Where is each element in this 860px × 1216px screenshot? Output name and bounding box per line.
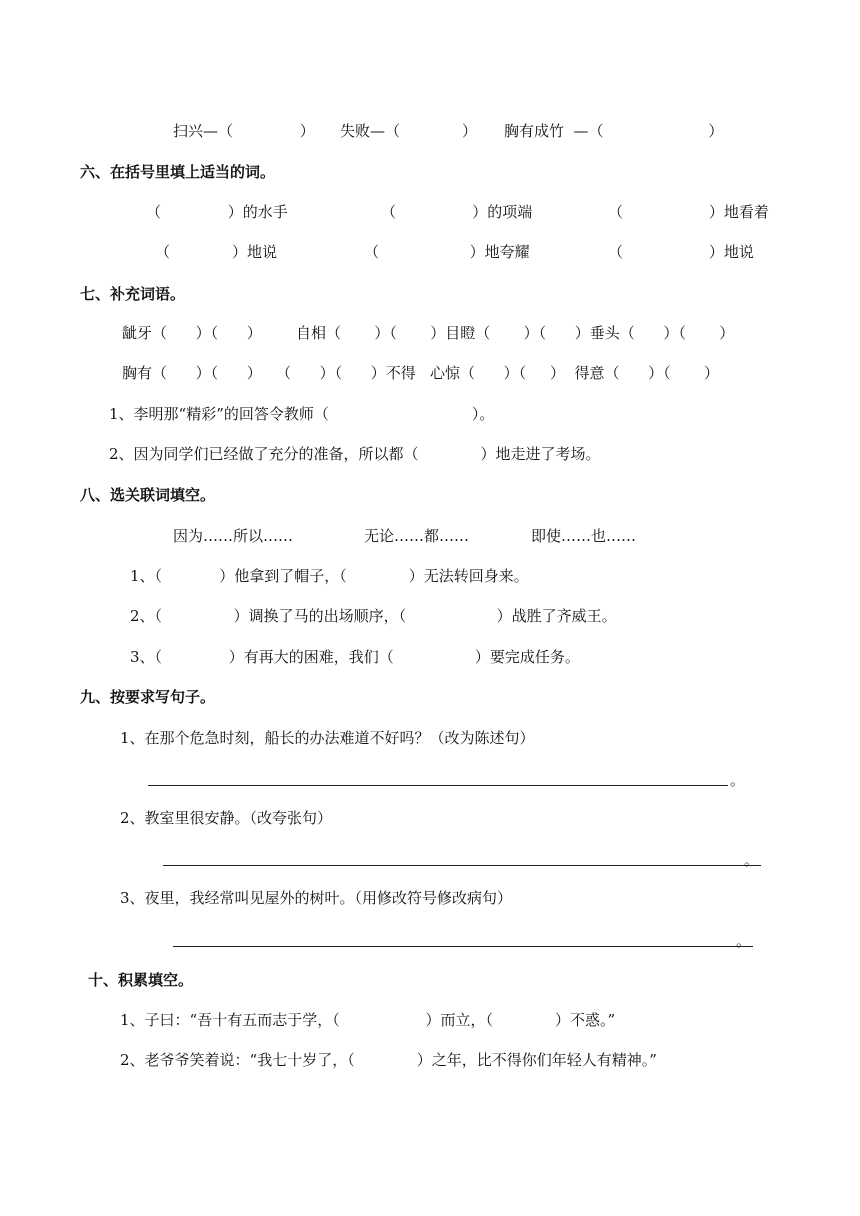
fill-word-blank[interactable]: （ ）地说 (155, 243, 277, 261)
fill-word-blank[interactable]: （ ）的水手 (146, 203, 288, 221)
answer-line-1[interactable] (148, 785, 728, 786)
sentence-blank-2[interactable]: 2、因为同学们已经做了充分的准备，所以都（ ）地走进了考场。 (109, 445, 601, 463)
conjunction-sentence-1[interactable]: 1、（ ）他拿到了帽子，（ ）无法转回身来。 (130, 567, 529, 585)
conjunction-option-1: 因为……所以…… (173, 527, 294, 545)
rewrite-question-2: 2、教室里很安静。（改夸张句） (120, 809, 333, 827)
antonym-blank-2[interactable]: 失败—（ ） (340, 122, 477, 140)
answer-end-mark: 。 (744, 851, 760, 869)
conjunction-option-2: 无论……都…… (364, 527, 470, 545)
antonym-blank-1[interactable]: 扫兴—（ ） (173, 122, 315, 140)
section-7-title: 七、补充词语。 (80, 285, 186, 303)
answer-end-mark: 。 (736, 932, 752, 950)
fill-word-blank[interactable]: （ ）地夸耀 (364, 243, 530, 261)
section-9-title: 九、按要求写句子。 (80, 688, 216, 706)
fill-word-blank[interactable]: （ ）的项端 (381, 203, 533, 221)
sentence-blank-1[interactable]: 1、李明那“精彩”的回答令教师（ ）。 (109, 405, 495, 423)
antonym-blank-3[interactable]: 胸有成竹 —（ ） (504, 122, 724, 140)
classic-quote-blank[interactable]: 1、子曰：“吾十有五而志于学，（ ）而立，（ ）不惑。” (120, 1011, 616, 1029)
idiom-blank-row-2[interactable]: 胸有（ ）（ ） （ ）（ ）不得 心惊（ ）（ ） 得意（ ）（ ） (122, 364, 720, 382)
section-10-title: 十、积累填空。 (88, 971, 194, 989)
idiom-blank-row-1b[interactable]: 自相（ ）（ ）目瞪（ ）（ ）垂头（ ）（ ） (296, 324, 735, 342)
fill-word-blank[interactable]: （ ）地说 (608, 243, 754, 261)
rewrite-question-1: 1、在那个危急时刻，船长的办法难道不好吗？（改为陈述句） (120, 729, 535, 747)
answer-line-3[interactable] (173, 946, 753, 947)
answer-end-mark: 。 (730, 771, 746, 789)
conjunction-option-3: 即使……也…… (531, 527, 637, 545)
conjunction-sentence-2[interactable]: 2、（ ）调换了马的出场顺序，（ ）战胜了齐威王。 (130, 607, 617, 625)
age-term-blank[interactable]: 2、老爷爷笑着说：“我七十岁了，（ ）之年，比不得你们年轻人有精神。” (120, 1051, 657, 1069)
fill-word-blank[interactable]: （ ）地看着 (608, 203, 769, 221)
answer-line-2[interactable] (163, 865, 761, 866)
section-8-title: 八、选关联词填空。 (80, 486, 216, 504)
idiom-blank-row-1a[interactable]: 龇牙（ ）（ ） (122, 324, 262, 342)
conjunction-sentence-3[interactable]: 3、（ ）有再大的困难，我们（ ）要完成任务。 (130, 648, 580, 666)
section-6-title: 六、在括号里填上适当的词。 (80, 163, 276, 181)
rewrite-question-3: 3、夜里，我经常叫见屋外的树叶。（用修改符号修改病句） (120, 889, 513, 907)
